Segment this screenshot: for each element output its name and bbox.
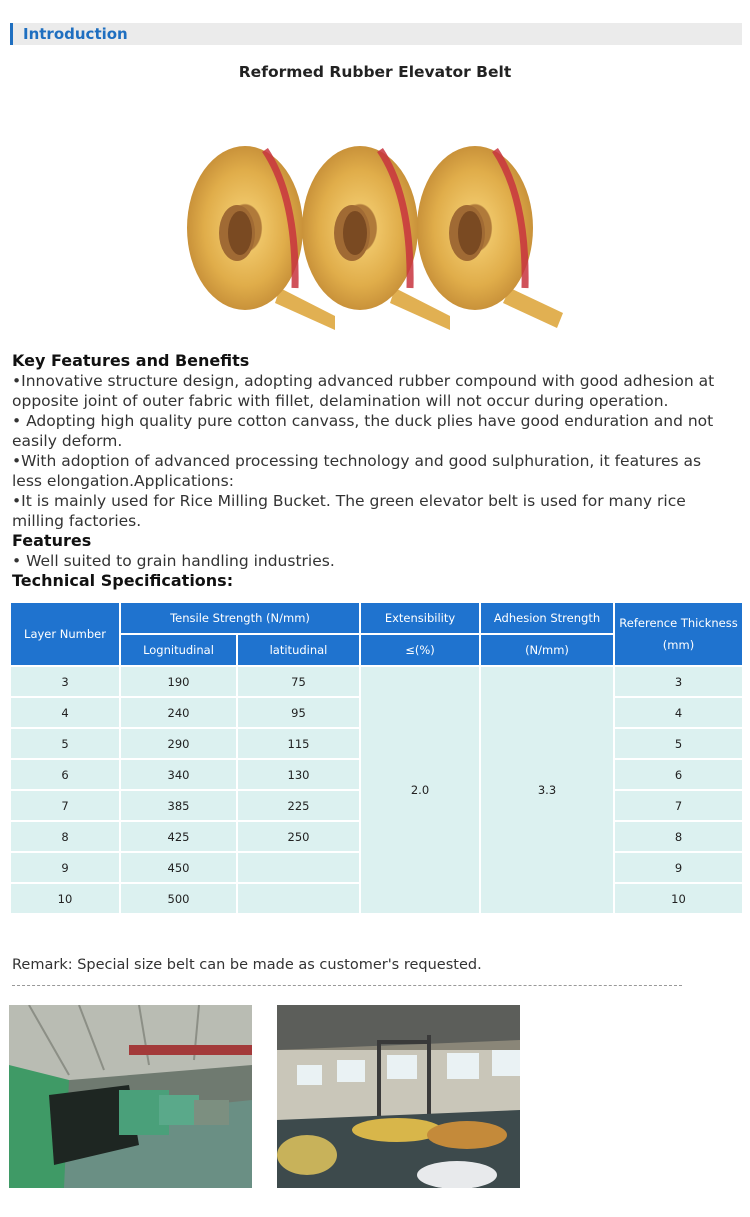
section-label: Introduction	[23, 25, 128, 43]
cell-longitudinal: 190	[120, 666, 237, 697]
header-thickness-label: Reference Thickness	[619, 616, 738, 630]
cell-latitudinal: 130	[237, 759, 360, 790]
description	[12, 351, 732, 591]
cell-longitudinal: 240	[120, 697, 237, 728]
cell-longitudinal: 385	[120, 790, 237, 821]
belt-rolls-image	[185, 138, 565, 338]
tech-spec-heading: Technical Specifications:	[12, 571, 234, 590]
cell-latitudinal: 95	[237, 697, 360, 728]
section-header	[10, 23, 742, 45]
cell-latitudinal: 250	[237, 821, 360, 852]
cell-latitudinal	[237, 852, 360, 883]
cell-layer: 5	[10, 728, 120, 759]
header-layer: Layer Number	[10, 602, 120, 666]
header-thickness	[614, 602, 743, 666]
cell-layer: 6	[10, 759, 120, 790]
cell-longitudinal: 290	[120, 728, 237, 759]
cell-thickness: 8	[614, 821, 743, 852]
cell-longitudinal: 450	[120, 852, 237, 883]
page-title: Reformed Rubber Elevator Belt	[238, 63, 512, 81]
cell-thickness: 3	[614, 666, 743, 697]
key-feature-item: • Adopting high quality pure cotton canvass, the duck plies have good enduration and not easily deform.	[12, 412, 714, 450]
header-extensibility: Extensibility	[360, 602, 480, 634]
cell-thickness: 5	[614, 728, 743, 759]
spec-table	[9, 601, 744, 915]
cell-longitudinal: 500	[120, 883, 237, 914]
cell-adhesion: 3.3	[480, 666, 614, 914]
factory-machines-photo	[9, 1005, 252, 1188]
cell-longitudinal: 340	[120, 759, 237, 790]
key-feature-item: •Innovative structure design, adopting advanced rubber compound with good adhesion at opposite joint of outer fabric with fillet, delamination will not occur during operation.	[12, 372, 715, 410]
cell-longitudinal: 425	[120, 821, 237, 852]
cell-thickness: 6	[614, 759, 743, 790]
remark-text: Remark: Special size belt can be made as customer's requested.	[12, 957, 482, 973]
features-heading: Features	[12, 531, 92, 550]
header-adhesion-unit: (N/mm)	[480, 634, 614, 666]
cell-latitudinal: 75	[237, 666, 360, 697]
key-feature-item: •It is mainly used for Rice Milling Bucket. The green elevator belt is used for many rice milling factories.	[12, 492, 686, 530]
header-thickness-unit: (mm)	[662, 638, 695, 652]
header-latitudinal: latitudinal	[237, 634, 360, 666]
header-longitudinal: Lognitudinal	[120, 634, 237, 666]
header-adhesion: Adhesion Strength	[480, 602, 614, 634]
cell-layer: 3	[10, 666, 120, 697]
table-row	[10, 666, 743, 697]
cell-thickness: 4	[614, 697, 743, 728]
header-extensibility-unit: ≤(%)	[360, 634, 480, 666]
cell-layer: 9	[10, 852, 120, 883]
warehouse-photo	[277, 1005, 520, 1188]
cell-latitudinal: 225	[237, 790, 360, 821]
cell-thickness: 10	[614, 883, 743, 914]
cell-thickness: 7	[614, 790, 743, 821]
cell-latitudinal: 115	[237, 728, 360, 759]
key-features-heading: Key Features and Benefits	[12, 351, 250, 370]
cell-extensibility: 2.0	[360, 666, 480, 914]
header-tensile: Tensile Strength (N/mm)	[120, 602, 360, 634]
cell-latitudinal	[237, 883, 360, 914]
dashed-divider	[12, 985, 682, 986]
cell-layer: 7	[10, 790, 120, 821]
cell-thickness: 9	[614, 852, 743, 883]
cell-layer: 4	[10, 697, 120, 728]
key-feature-item: •With adoption of advanced processing technology and good sulphuration, it features as less elongation.Applications:	[12, 452, 702, 490]
feature-item: • Well suited to grain handling industries.	[12, 552, 335, 570]
cell-layer: 10	[10, 883, 120, 914]
cell-layer: 8	[10, 821, 120, 852]
